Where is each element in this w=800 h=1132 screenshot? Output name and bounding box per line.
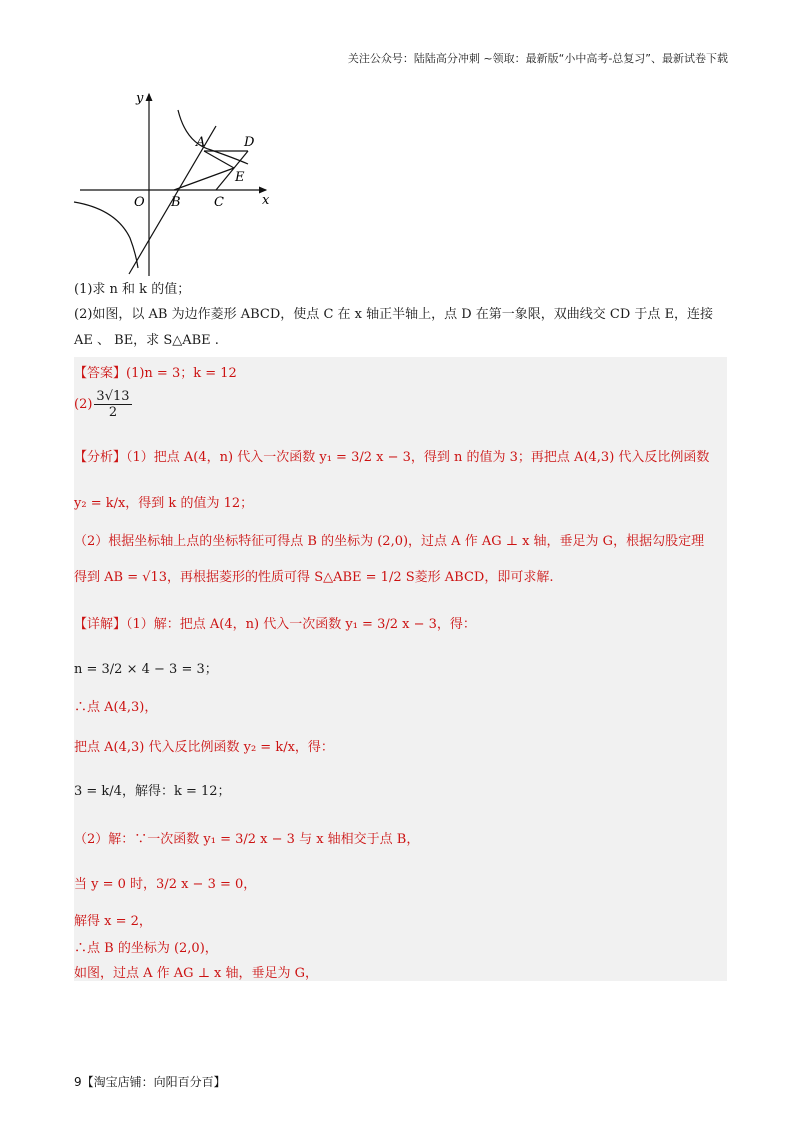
answer-tag: 【答案】 [74,366,127,381]
analysis-line2: y₂ = k/x，得到 k 的值为 12； [74,496,254,511]
detail-line6: （2）解：∵一次函数 y₁ = 3/2 x − 3 与 x 轴相交于点 B， [74,832,420,847]
coordinate-figure [66,88,281,278]
detail-line2: n = 3/2 × 4 − 3 = 3； [74,662,218,677]
answer-part2-denominator: 2 [108,405,118,420]
label-A: A [196,135,206,150]
detail-text1: （1）解：把点 A(4，n) 代入一次函数 y₁ = 3/2 x − 3，得： [126,617,476,632]
question-part1: (1)求 n 和 k 的值； [74,282,191,297]
answer-part2-fraction [94,389,131,420]
detail-line9: ∴点 B 的坐标为 (2,0)， [74,941,218,956]
analysis-line3: （2）根据坐标轴上点的坐标特征可得点 B 的坐标为 (2,0)，过点 A 作 AG ⊥ x 轴，垂足为 G，根据勾股定理 [74,534,705,549]
detail-line4: 把点 A(4,3) 代入反比例函数 y₂ = k/x，得： [74,740,334,755]
answer-part2 [74,389,134,420]
hyperbola-left-branch [74,202,138,268]
analysis-text1: （1）把点 A(4，n) 代入一次函数 y₁ = 3/2 x − 3，得到 n 的值为 3；再把点 A(4,3) 代入反比例函数 [126,450,710,465]
detail-line8: 解得 x = 2， [74,914,152,929]
detail-tag: 【详解】 [74,617,127,632]
answer-line [74,362,237,381]
label-x: x [262,193,270,208]
label-y: y [136,91,144,106]
page-footer: 9【淘宝店铺：向阳百分百】 [74,1075,226,1089]
detail-line1 [74,613,476,632]
analysis-line4: 得到 AB = √13，再根据菱形的性质可得 S△ABE = 1/2 S菱形 ABCD，即可求解. [74,570,554,585]
label-B: B [171,195,181,210]
label-E: E [235,170,245,185]
segment-AE [204,151,234,168]
detail-line7: 当 y = 0 时，3/2 x − 3 = 0， [74,877,257,892]
detail-line3: ∴点 A(4,3)， [74,700,158,715]
analysis-line1 [74,446,709,465]
detail-line5: 3 = k/4，解得：k = 12； [74,784,231,799]
detail-line10: 如图，过点 A 作 AG ⊥ x 轴，垂足为 G， [74,966,319,981]
question-part2-line1: (2)如图，以 AB 为边作菱形 ABCD，使点 C 在 x 轴正半轴上，点 D 在第一象限，双曲线交 CD 于点 E，连接 [74,307,714,322]
label-O: O [134,195,145,210]
label-C: C [214,195,224,210]
page-header: 关注公众号：陆陆高分冲刺 ~领取：最新版“小中高考-总复习”、最新试卷下载 [347,52,728,65]
label-D: D [244,135,255,150]
answer-part2-prefix: (2) [74,397,93,412]
answer-part1: (1)n = 3；k = 12 [126,366,237,381]
question-part2-line2: AE 、 BE，求 S△ABE . [74,333,219,348]
analysis-tag: 【分析】 [74,450,127,465]
answer-part2-numerator: 3√13 [96,389,130,404]
